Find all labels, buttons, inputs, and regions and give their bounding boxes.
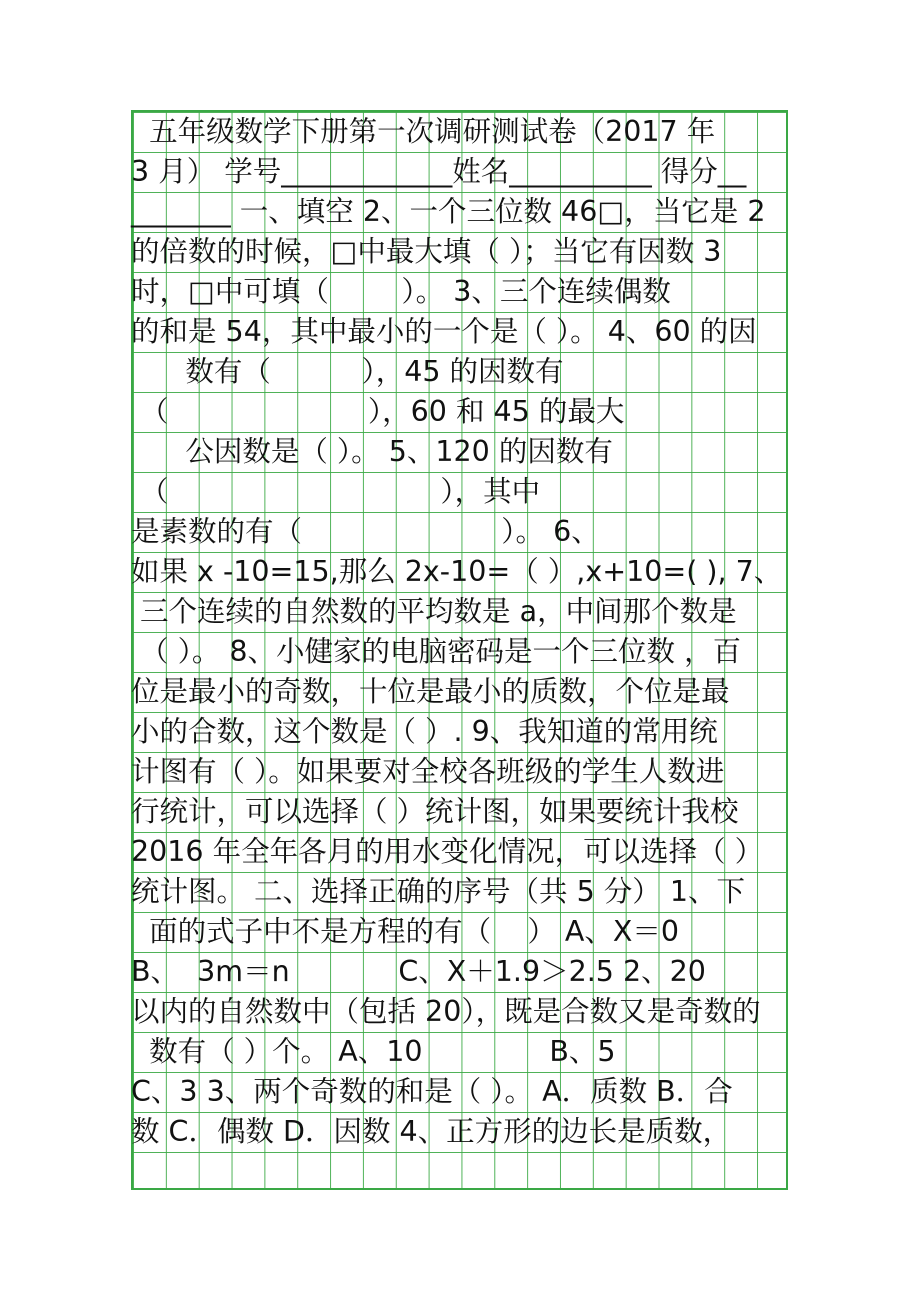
text-line: 是素数的有（ ）。 6、 [131,515,600,548]
text-line: 以内的自然数中（包括 20），既是合数又是奇数的 [131,995,761,1028]
text-line: 公因数是（ ）。 5、120 的因数有 [131,435,613,468]
text-line: （ ），60 和 45 的最大 [131,395,625,428]
text-line: 2016 年全年各月的用水变化情况，可以选择（ ） [131,835,764,868]
text-line: 小的合数，这个数是（ ）. 9、我知道的常用统 [131,715,718,748]
text-line: 数有（ ），45 的因数有 [131,355,564,388]
text-line: 行统计，可以选择（ ）统计图，如果要统计我校 [131,795,739,828]
text-line: 计图有（ ）。如果要对全校各班级的学生人数进 [131,755,725,788]
text-line: 统计图。 二、选择正确的序号（共 5 分） 1、下 [131,875,746,908]
text-line: 的倍数的时候，□中最大填（ ）；当它有因数 3 [131,235,722,268]
text-line: （ ）。 8、小健家的电脑密码是一个三位数 ，百 [131,635,742,668]
text-line: （ ），其中 [131,475,541,508]
text-line: 面的式子中不是方程的有（ ） A、X＝0 [131,915,680,948]
text-line: 三个连续的自然数的平均数是 a，中间那个数是 [131,595,737,628]
text-line: 五年级数学下册第一次调研测试卷（2017 年 [131,115,716,148]
text-line: 时，□中可填（ ）。 3、三个连续偶数 [131,275,671,308]
text-line: 的和是 54，其中最小的一个是（ ）。 4、60 的因 [131,315,757,348]
text-line: B、 3m＝n C、X＋1.9＞2.5 2、20 [131,955,706,988]
text-line: 数有（ ）个。 A、10 B、5 [131,1035,616,1068]
text-line: 位是最小的奇数，十位是最小的质数，个位是最 [131,675,730,708]
text-line: _______ 一、填空 2、一个三位数 46□，当它是 2 [131,195,766,228]
text-line: C、3 3、两个奇数的和是（ ）。 A．质数 B．合 [131,1075,733,1108]
text-line: 3 月） 学号____________姓名__________ 得分__ [131,155,747,188]
text-line: 数 C．偶数 D．因数 4、正方形的边长是质数， [131,1115,732,1148]
text-line: 如果 x -10=15,那么 2x-10=（ ）,x+10=( ), 7、 [131,555,783,588]
